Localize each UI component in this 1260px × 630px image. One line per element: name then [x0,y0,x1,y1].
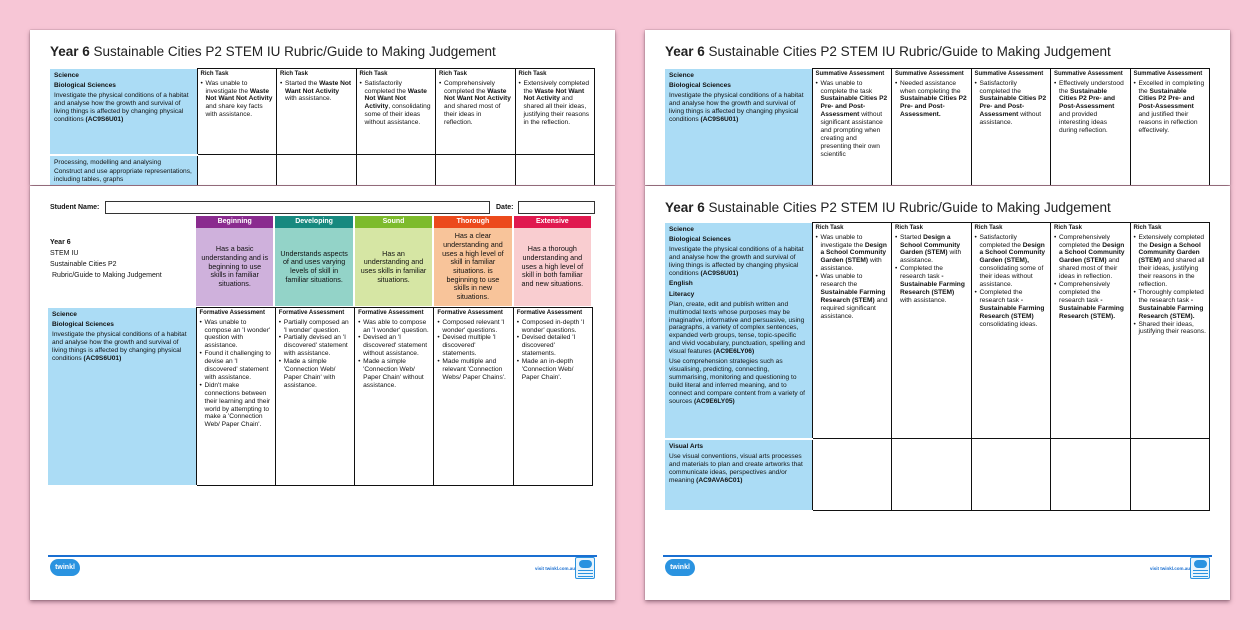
document-title: Year 6 Sustainable Cities P2 STEM IU Rubric/Guide to Making Judgement [50,44,496,59]
rubric-cell-empty [892,439,972,511]
outcome-visual-arts: Visual Arts Use visual conventions, visual arts processes and materials to plan and create artworks that communicate ideas, perspectives and/or meaning (AC9AVA6C01) [665,439,812,511]
rubric-cell-beginning: Summative Assessment • Was unable to complete the task Sustainable Cities P2 Pre- and Post-Assessment without significant assistance and prompting when creating and presenting their own scientific [812,69,892,186]
student-info-row [50,201,595,215]
rubric-cell-thorough: Rich Task • Comprehensively completed the Waste Not Want Not Activity and shared most of their ideas in reflection. [436,69,516,155]
page-back-left-rich-task [30,30,615,185]
rubric-cell-extensive: Formative Assessment • Composed in-depth 'I wonder' questions. • Devised detailed 'I discovered' statements. • Made an in-depth 'Connection Web/ Paper Chain'. [513,308,592,486]
outcome-science: Science Biological Sciences Investigate the physical conditions of a habitat and analyse how the growth and survival of living things is affected by changing physical conditions (AC9S6U01) [665,69,812,186]
quality-badge-icon [575,557,595,579]
quality-badge-icon [1190,557,1210,579]
footer-divider [663,555,1212,557]
level-extensive: Extensive Has a thorough understanding and uses a high level of skill in both familiar and new situations. [514,216,591,306]
visit-link[interactable]: visit twinkl.com.au [534,566,575,571]
rubric-cell-empty [356,155,436,186]
document-title: Year 6 Sustainable Cities P2 STEM IU Rubric/Guide to Making Judgement [665,44,1111,59]
rubric-cell-extensive: Rich Task • Extensively completed the Design a School Community Garden (STEM) and shared all their ideas, justifying their reasons in the reflection. • Thoroughly completed the research task - Sustainable Farming Research (STEM). • Shared their ideas, justifying their reasons. [1130,223,1210,439]
level-thorough: Thorough Has a clear understanding and uses a high level of skill in familiar situations. is beginning to use skills in new situations. [434,216,511,306]
rubric-cell-empty [971,439,1051,511]
rubric-cell-thorough: Formative Assessment • Composed relevant 'I wonder' questions. • Devised multiple 'I discovered' statements. • Made multiple and relevant 'Connection Webs/ Paper Chains'. [434,308,513,486]
twinkl-logo: twinkl [50,559,80,576]
rubric-cell-sound: Summative Assessment • Satisfactorily completed the Sustainable Cities P2 Pre- and Post-Assessment without assistance. [971,69,1051,186]
rubric-cell-sound: Formative Assessment • Was able to compose an 'I wonder' question. • Devised an 'I discovered' statement without assistance. • Made a simple 'Connection Web/ Paper Chain' without assistance. [355,308,434,486]
rubric-cell-developing: Summative Assessment • Needed assistance when completing the Sustainable Cities P2 Pre- and Post-Assessment. [892,69,972,186]
rubric-cell-beginning: Formative Assessment • Was unable to compose an 'I wonder' question with assistance. • Found it challenging to devise an 'I discovered' statement with assistance. • Didn't make connections between their learning and their world by attempting to make a 'Connection Web/ Paper Chain'. [196,308,275,486]
twinkl-logo: twinkl [665,559,695,576]
level-beginning: Beginning Has a basic understanding and is beginning to use skills in familiar situations. [196,216,273,306]
course-info: Year 6 STEM IU Sustainable Cities P2 Rubric/Guide to Making Judgement [50,239,162,279]
rubric-cell-empty [436,155,516,186]
outcome-science-english: Science Biological Sciences Investigate the physical conditions of a habitat and analyse how the growth and survival of living things is affected by changing physical conditions (AC9S6U01) English Literacy Plan, create, edit and publish written and multimodal texts whose purposes may be imaginative, informative and persuasive, using paragraphs, a variety of complex sentences, expanded verb groups, tense, topic-specific and vivid vocabulary, punctuation, spelling and visual features (AC9E6LY06) Use comprehension strategies such as visualising, predicting, connecting, summarising, monitoring and questioning to build literal and inferred meaning, and to connect and compare content from a variety of sources (AC9E6LY05) [665,223,812,439]
rubric-cell-empty [1051,439,1131,511]
rubric-cell-sound: Rich Task • Satisfactorily completed the Waste Not Want Not Activity, consolidating some of their ideas without assistance. [356,69,436,155]
outcome-science: Science Biological Sciences Investigate the physical conditions of a habitat and analyse how the growth and survival of living things is affected by changing physical conditions (AC9S6U01) [48,308,196,486]
level-developing: Developing Understands aspects of and uses varying levels of skill in familiar situations. [275,216,352,306]
rubric-table [665,222,1210,512]
rubric-cell-developing: Rich Task • Started Design a School Community Garden (STEM) with assistance. • Completed the research task - Sustainable Farming Research (STEM) with assistance. [892,223,972,439]
achievement-levels [196,216,591,306]
rubric-cell-empty [197,155,277,186]
page-front-left-formative [30,186,615,600]
level-sound: Sound Has an understanding and uses skills in familiar situations. [355,216,432,306]
footer-divider [48,555,597,557]
rubric-cell-empty [812,439,892,511]
student-name-label: Student Name: [50,204,100,211]
rubric-cell-beginning: Rich Task • Was unable to investigate the Design a School Community Garden (STEM) with assistance. • Was unable to research the Sustainable Farming Research (STEM) and required significant assistance. [812,223,892,439]
date-field[interactable] [518,201,595,214]
page-back-right-summative [645,30,1230,185]
rubric-cell-developing: Rich Task • Started the Waste Not Want Not Activity with assistance. [277,69,357,155]
date-label: Date: [496,204,514,211]
rubric-table [48,307,593,487]
student-name-field[interactable] [105,201,490,214]
rubric-table [665,68,1210,185]
rubric-cell-empty [277,155,357,186]
document-title: Year 6 Sustainable Cities P2 STEM IU Rubric/Guide to Making Judgement [665,200,1111,215]
rubric-table [50,68,595,185]
rubric-cell-extensive: Summative Assessment • Excelled in completing the Sustainable Cities P2 Pre- and Post-Assessment and justified their reasons in reflection effectively. [1130,69,1210,186]
page-front-right-rich-task [645,186,1230,600]
rubric-cell-thorough: Summative Assessment • Effectively understood the Sustainable Cities P2 Pre- and Post-Assessment and provided interesting ideas during reflection. [1051,69,1131,186]
rubric-cell-thorough: Rich Task • Comprehensively completed the Design a School Community Garden (STEM) and shared most of their ideas in reflection. • Comprehensively completed the research task - Sustainable Farming Research (STEM). [1051,223,1131,439]
rubric-cell-sound: Rich Task • Satisfactorily completed the Design a School Community Garden (STEM), consolidating some of their ideas without assistance. • Completed the research task - Sustainable Farming Research (STEM) consolidating ideas. [971,223,1051,439]
outcome-science: Science Biological Sciences Investigate the physical conditions of a habitat and analyse how the growth and survival of living things is affected by changing physical conditions (AC9S6U01) [50,69,197,155]
rubric-cell-empty [1130,439,1210,511]
rubric-cell-empty [515,155,595,186]
visit-link[interactable]: visit twinkl.com.au [1149,566,1190,571]
rubric-cell-extensive: Rich Task • Extensively completed the Waste Not Want Not Activity and shared all their ideas, justifying their reasons in the reflection. [515,69,595,155]
rubric-cell-beginning: Rich Task • Was unable to investigate the Waste Not Want Not Activity and share key facts with assistance. [197,69,277,155]
rubric-cell-developing: Formative Assessment • Partially composed an 'I wonder' question. • Partially devised an 'I discovered' statement with assistance. • Made a simple 'Connection Web/ Paper Chain' with assistance. [275,308,354,486]
outcome-processing: Processing, modelling and analysing Construct and use appropriate representations, including tables, graphs [50,155,197,186]
